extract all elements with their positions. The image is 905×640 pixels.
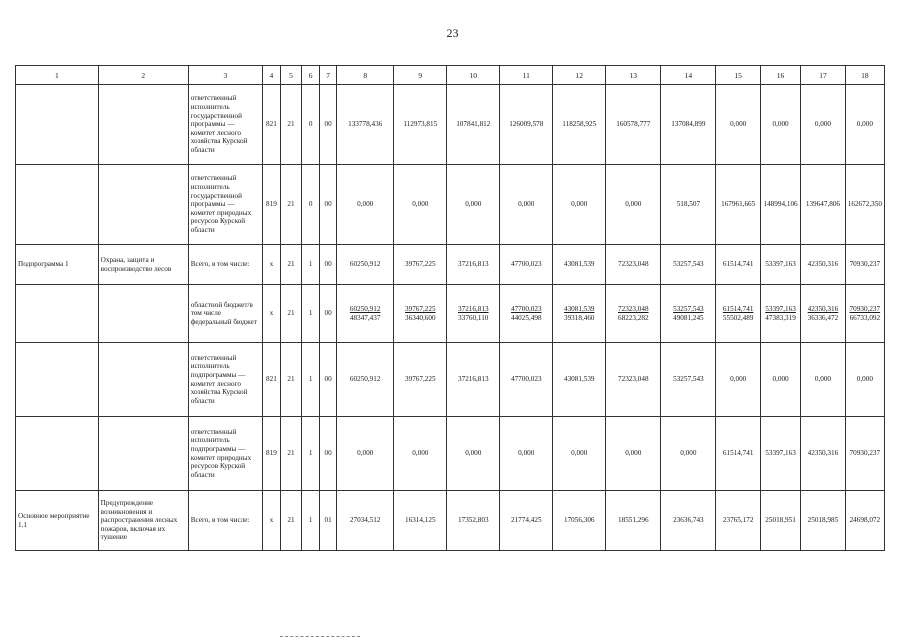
value-cell: 39767,225	[394, 245, 447, 285]
description-cell: ответственный исполнитель государственной программы — комитет лесного хозяйства Курской области	[188, 85, 262, 165]
value-cell: 25018,985	[801, 491, 846, 551]
program-name-cell	[98, 85, 188, 165]
code-cell: 1	[302, 343, 320, 417]
value-total: 39767,225	[405, 304, 436, 313]
value-federal: 33760,110	[458, 313, 489, 322]
code-cell: 01	[320, 491, 337, 551]
value-cell: 25018,951	[760, 491, 800, 551]
value-total: 60250,912	[349, 304, 381, 313]
value-federal: 49081,245	[673, 313, 704, 322]
value-cell: 17056,306	[553, 491, 606, 551]
value-federal: 39318,460	[563, 313, 595, 322]
header-cell: 12	[553, 66, 606, 85]
value-cell: 47700,023	[500, 245, 553, 285]
value-cell: 107841,812	[447, 85, 500, 165]
header-cell: 18	[845, 66, 884, 85]
value-cell: 0,000	[337, 417, 394, 491]
program-name-cell: Охрана, защита и воспроизводство лесов	[98, 245, 188, 285]
header-cell: 3	[188, 66, 262, 85]
status-cell	[16, 343, 99, 417]
code-cell: 21	[280, 245, 301, 285]
value-cell: 61514,741	[716, 245, 761, 285]
code-cell: 819	[262, 165, 280, 245]
code-cell: 819	[262, 417, 280, 491]
program-name-cell	[98, 343, 188, 417]
header-row	[16, 66, 885, 85]
code-cell: 00	[320, 417, 337, 491]
value-federal: 55502,489	[722, 313, 754, 322]
code-cell: 1	[302, 285, 320, 343]
value-cell: 70930,237	[845, 417, 884, 491]
value-cell	[337, 285, 394, 343]
description-cell: ответственный исполнитель подпрограммы — комитет лесного хозяйства Курской области	[188, 343, 262, 417]
value-cell: 72323,048	[606, 343, 661, 417]
program-name-cell	[98, 417, 188, 491]
value-federal: 44025,498	[510, 313, 542, 322]
value-cell: 42350,316	[801, 245, 846, 285]
value-cell: 23636,743	[661, 491, 716, 551]
value-total: 72323,048	[618, 304, 649, 313]
program-name-cell	[98, 165, 188, 245]
value-total: 61514,741	[722, 304, 754, 313]
value-cell	[500, 285, 553, 343]
value-cell	[447, 285, 500, 343]
value-total: 53257,543	[673, 304, 704, 313]
program-name-cell: Предупреждение возникновения и распространения лесных пожаров, включая их тушение	[98, 491, 188, 551]
value-total: 53397,163	[765, 304, 796, 313]
value-cell: 0,000	[845, 343, 884, 417]
table-row	[16, 491, 885, 551]
code-cell: 1	[302, 245, 320, 285]
value-cell: 53397,163	[760, 417, 800, 491]
code-cell: х	[262, 285, 280, 343]
code-cell: 1	[302, 417, 320, 491]
value-total: 42350,316	[807, 304, 839, 313]
value-cell: 0,000	[394, 417, 447, 491]
code-cell: 0	[302, 85, 320, 165]
value-total: 70930,237	[849, 304, 881, 313]
value-cell: 118258,925	[553, 85, 606, 165]
value-federal: 36336,472	[807, 313, 839, 322]
code-cell: 821	[262, 343, 280, 417]
value-total: 47700,023	[510, 304, 542, 313]
code-cell: 0	[302, 165, 320, 245]
value-cell: 0,000	[760, 343, 800, 417]
header-cell: 11	[500, 66, 553, 85]
program-name-cell	[98, 285, 188, 343]
status-cell: Подпрограмма 1	[16, 245, 99, 285]
code-cell: 21	[280, 343, 301, 417]
value-cell: 0,000	[801, 343, 846, 417]
value-cell: 0,000	[801, 85, 846, 165]
value-cell: 0,000	[553, 165, 606, 245]
code-cell: 21	[280, 85, 301, 165]
description-cell: ответственный исполнитель подпрограммы — комитет природных ресурсов Курской области	[188, 417, 262, 491]
value-cell: 167961,665	[716, 165, 761, 245]
code-cell: 00	[320, 245, 337, 285]
code-cell: х	[262, 491, 280, 551]
value-cell: 18551,296	[606, 491, 661, 551]
value-cell: 0,000	[760, 85, 800, 165]
value-cell: 112973,815	[394, 85, 447, 165]
header-cell: 2	[98, 66, 188, 85]
value-federal: 68223,282	[618, 313, 649, 322]
value-cell: 42350,316	[801, 417, 846, 491]
value-cell: 148994,106	[760, 165, 800, 245]
table-row	[16, 85, 885, 165]
code-cell: 21	[280, 417, 301, 491]
value-cell: 21774,425	[500, 491, 553, 551]
value-cell: 37216,813	[447, 343, 500, 417]
value-cell: 43081,539	[553, 343, 606, 417]
value-cell: 0,000	[606, 165, 661, 245]
code-cell: х	[262, 245, 280, 285]
value-federal: 48347,437	[349, 313, 381, 322]
code-cell: 21	[280, 165, 301, 245]
header-cell: 5	[280, 66, 301, 85]
status-cell: Основное мероприятие 1.1	[16, 491, 99, 551]
value-cell: 0,000	[716, 85, 761, 165]
value-cell	[845, 285, 884, 343]
description-cell: ответственный исполнитель государственной программы — комитет природных ресурсов Курской области	[188, 165, 262, 245]
table-row	[16, 245, 885, 285]
value-cell: 0,000	[500, 165, 553, 245]
value-cell: 17352,803	[447, 491, 500, 551]
value-cell: 126009,578	[500, 85, 553, 165]
value-cell: 0,000	[716, 343, 761, 417]
value-federal: 66733,092	[849, 313, 881, 322]
value-federal: 47383,319	[765, 313, 796, 322]
page-number: 23	[446, 26, 459, 40]
code-cell: 00	[320, 285, 337, 343]
value-cell	[661, 285, 716, 343]
status-cell	[16, 285, 99, 343]
value-cell	[801, 285, 846, 343]
value-cell: 139647,806	[801, 165, 846, 245]
value-cell: 24698,072	[845, 491, 884, 551]
value-cell: 43081,539	[553, 245, 606, 285]
value-cell	[606, 285, 661, 343]
code-cell: 821	[262, 85, 280, 165]
value-cell	[553, 285, 606, 343]
value-cell: 0,000	[606, 417, 661, 491]
value-cell: 0,000	[500, 417, 553, 491]
value-cell: 0,000	[447, 165, 500, 245]
code-cell: 00	[320, 343, 337, 417]
table-row	[16, 343, 885, 417]
value-cell: 160578,777	[606, 85, 661, 165]
status-cell	[16, 417, 99, 491]
value-cell: 72323,048	[606, 245, 661, 285]
header-cell: 1	[16, 66, 99, 85]
status-cell	[16, 165, 99, 245]
value-cell: 0,000	[553, 417, 606, 491]
value-cell: 27034,512	[337, 491, 394, 551]
value-cell: 60250,912	[337, 245, 394, 285]
header-cell: 7	[320, 66, 337, 85]
header-cell: 8	[337, 66, 394, 85]
code-cell: 00	[320, 165, 337, 245]
value-cell: 0,000	[661, 417, 716, 491]
value-cell: 60250,912	[337, 343, 394, 417]
scan-artifact	[280, 636, 360, 638]
budget-table	[15, 65, 885, 551]
value-federal: 36340,600	[405, 313, 436, 322]
value-cell: 53397,163	[760, 245, 800, 285]
value-cell: 53257,543	[661, 343, 716, 417]
value-cell: 47700,023	[500, 343, 553, 417]
header-cell: 15	[716, 66, 761, 85]
description-cell: областной бюджет/в том числе федеральный бюджет	[188, 285, 262, 343]
header-cell: 6	[302, 66, 320, 85]
header-cell: 4	[262, 66, 280, 85]
value-cell: 53257,543	[661, 245, 716, 285]
value-cell: 0,000	[845, 85, 884, 165]
table-row	[16, 417, 885, 491]
value-total: 37216,813	[458, 304, 489, 313]
code-cell: 21	[280, 491, 301, 551]
value-cell	[394, 285, 447, 343]
table-row	[16, 285, 885, 343]
value-cell: 39767,225	[394, 343, 447, 417]
value-cell: 518,507	[661, 165, 716, 245]
value-cell: 137084,899	[661, 85, 716, 165]
value-cell: 0,000	[394, 165, 447, 245]
code-cell: 21	[280, 285, 301, 343]
value-cell: 0,000	[337, 165, 394, 245]
value-cell: 70930,237	[845, 245, 884, 285]
value-cell: 133778,436	[337, 85, 394, 165]
code-cell: 1	[302, 491, 320, 551]
header-cell: 16	[760, 66, 800, 85]
value-cell: 37216,813	[447, 245, 500, 285]
value-total: 43081,539	[563, 304, 595, 313]
table-row	[16, 165, 885, 245]
value-cell: 0,000	[447, 417, 500, 491]
value-cell: 23765,172	[716, 491, 761, 551]
header-cell: 14	[661, 66, 716, 85]
value-cell: 61514,741	[716, 417, 761, 491]
header-cell: 13	[606, 66, 661, 85]
value-cell	[760, 285, 800, 343]
status-cell	[16, 85, 99, 165]
header-cell: 10	[447, 66, 500, 85]
header-cell: 17	[801, 66, 846, 85]
value-cell: 16314,125	[394, 491, 447, 551]
description-cell: Всего, в том числе:	[188, 245, 262, 285]
header-cell: 9	[394, 66, 447, 85]
value-cell	[716, 285, 761, 343]
description-cell: Всего, в том числе:	[188, 491, 262, 551]
code-cell: 00	[320, 85, 337, 165]
value-cell: 162672,350	[845, 165, 884, 245]
